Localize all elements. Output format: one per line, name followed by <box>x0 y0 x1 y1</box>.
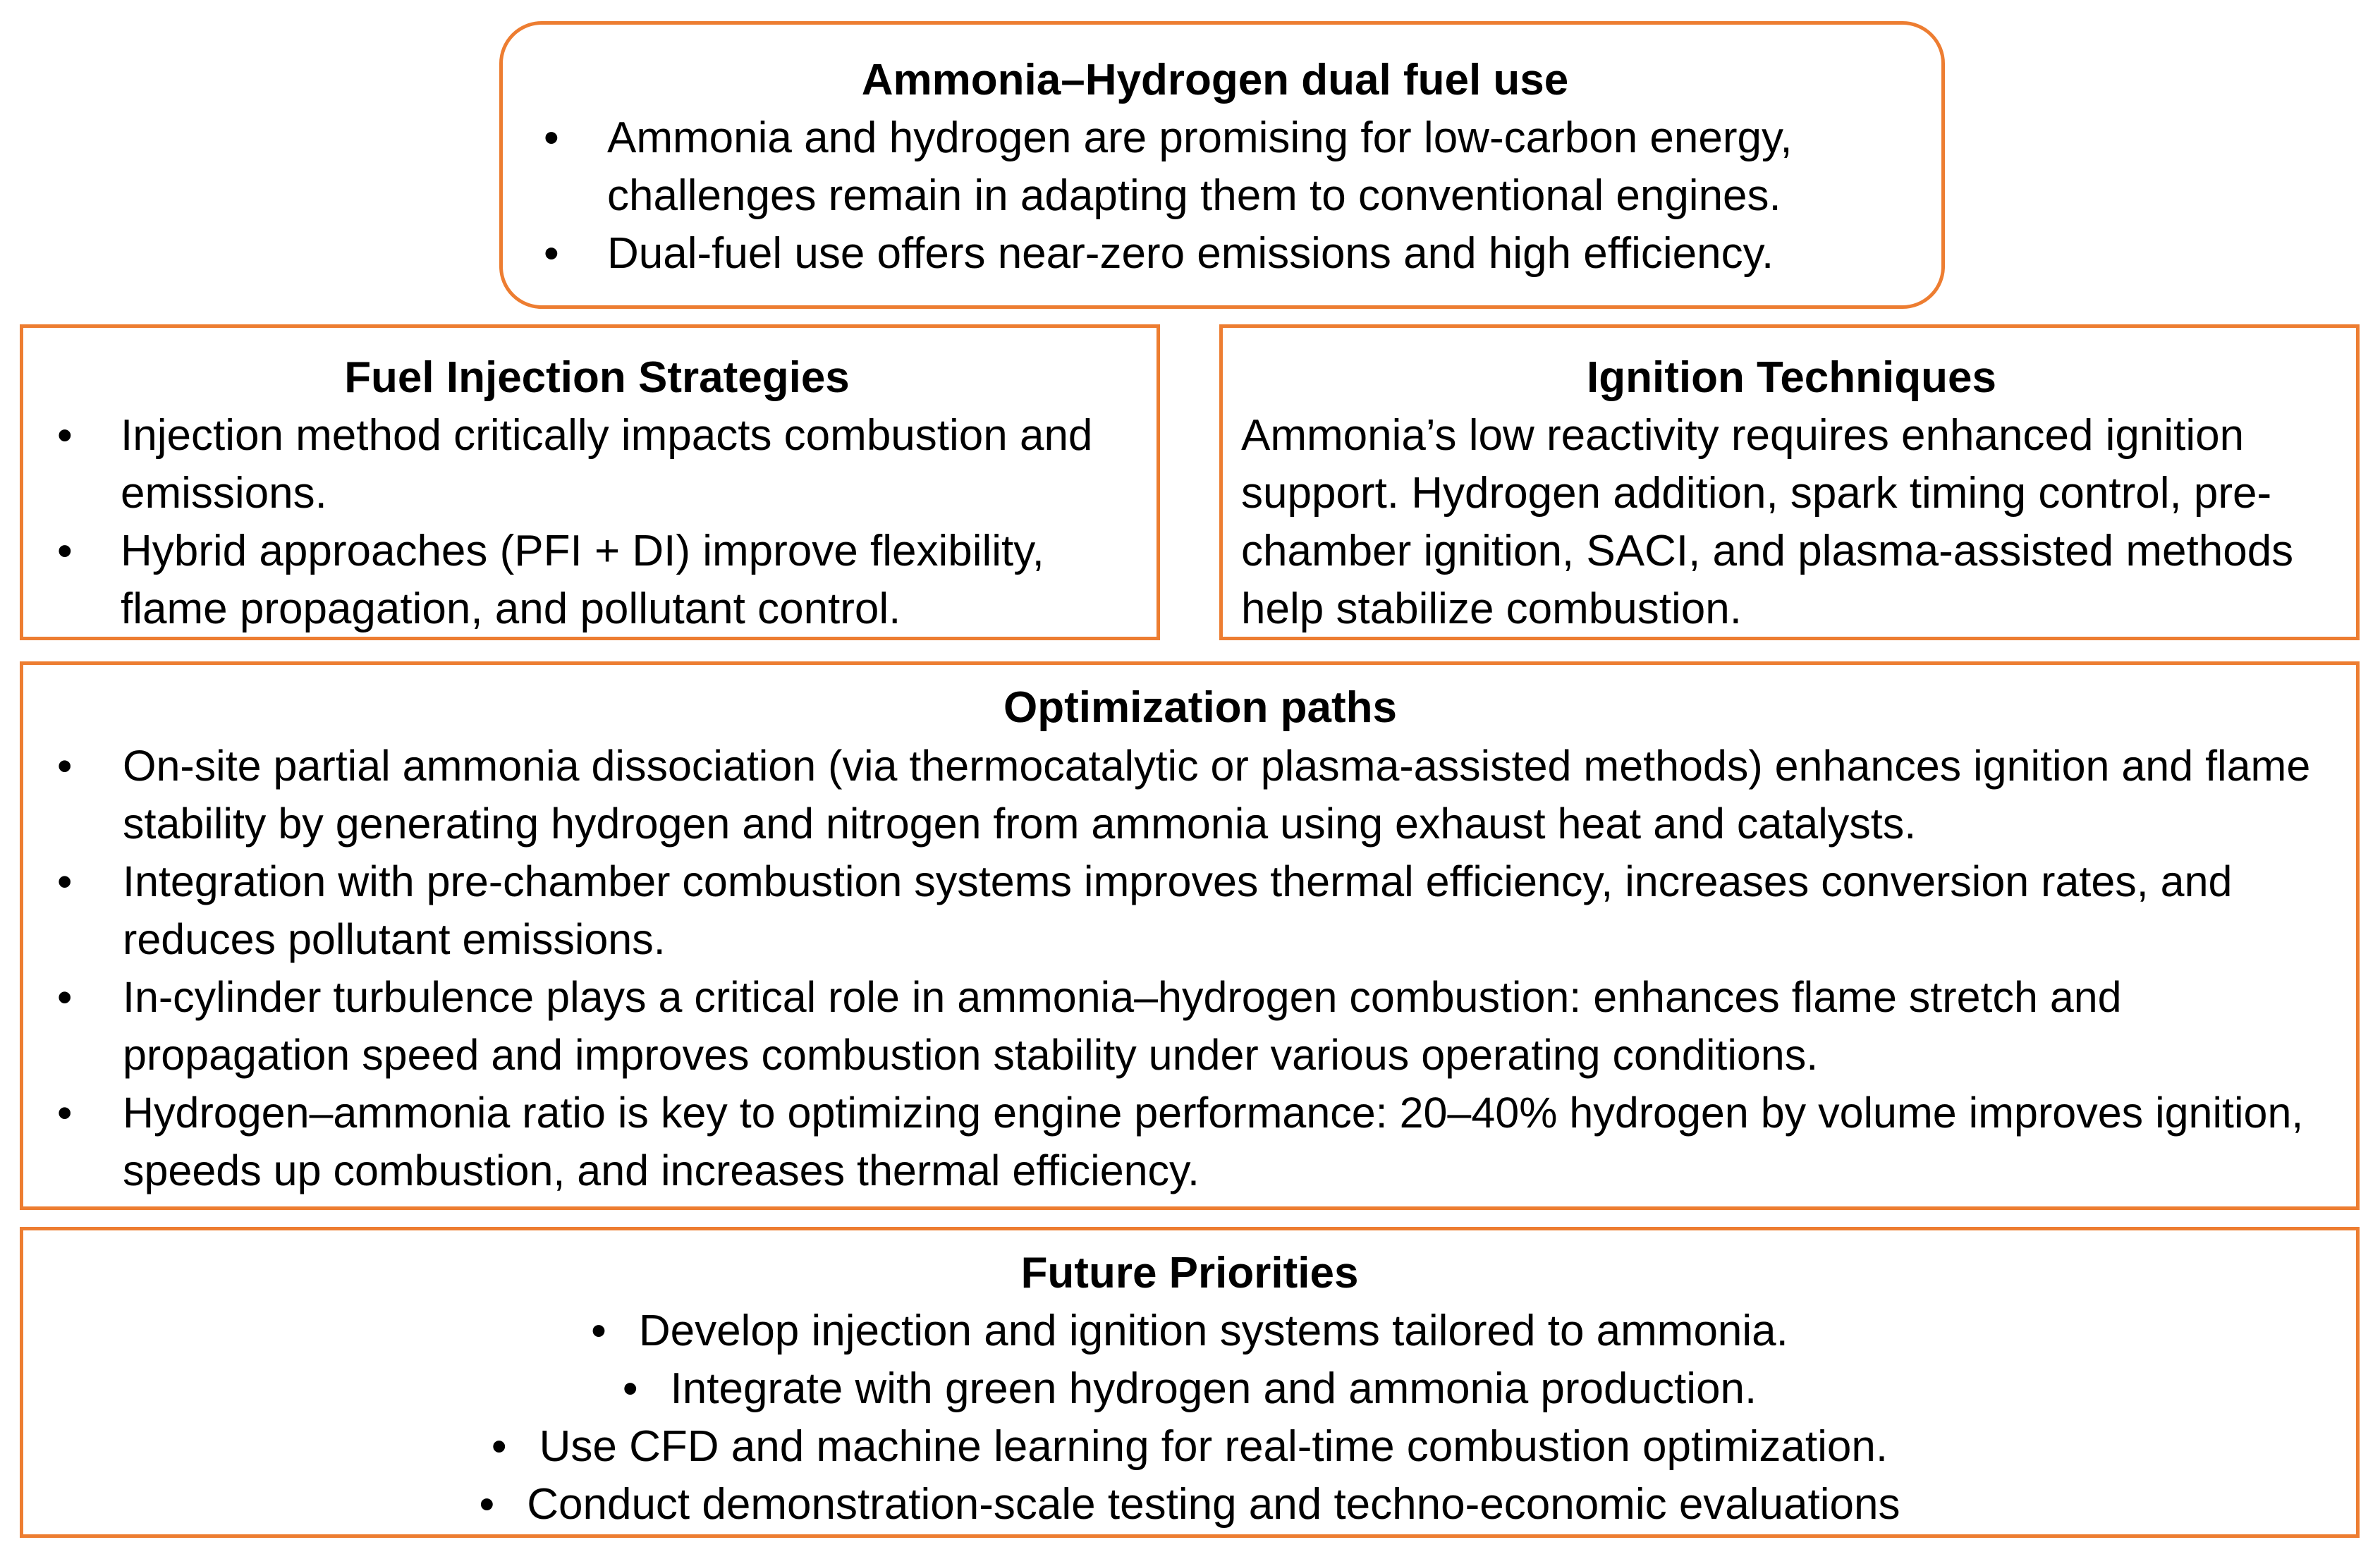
ignition-techniques-text: Ammonia’s low reactivity requires enhanced ignition support. Hydrogen addition, spark timing control, pre-chamber ignition, SACI, and plasma-assisted methods help stabilize combustion. <box>1241 411 2294 633</box>
fuel-injection-list <box>44 407 1149 638</box>
list-item: • Injection method critically impacts combustion and emissions. <box>44 407 1149 522</box>
fuel-injection-box <box>20 324 1160 640</box>
list-item: • Ammonia and hydrogen are promising for low-carbon energy, challenges remain in adapting them to conventional engines. <box>531 109 1899 225</box>
dual-fuel-list <box>531 109 1899 283</box>
optimization-paths-list <box>44 737 2356 1199</box>
list-item: • Hydrogen–ammonia ratio is key to optimizing engine performance: 20–40% hydrogen by volume improves ignition, speeds up combustion, and increases thermal efficiency. <box>44 1084 2356 1199</box>
list-item: • Integrate with green hydrogen and ammonia production. <box>30 1360 2349 1418</box>
list-item: • In-cylinder turbulence plays a critical role in ammonia–hydrogen combustion: enhances flame stretch and propagation speed and improves combustion stability under various operating conditions. <box>44 968 2356 1084</box>
dual-fuel-box <box>499 21 1945 309</box>
optimization-paths-box <box>20 661 2360 1210</box>
fuel-injection-title: Fuel Injection Strategies <box>344 353 850 402</box>
future-priorities-list <box>30 1302 2349 1534</box>
list-item: • Dual-fuel use offers near-zero emissions and high efficiency. <box>531 225 1899 283</box>
list-item: • Conduct demonstration-scale testing and techno-economic evaluations <box>30 1476 2349 1534</box>
list-item: • On-site partial ammonia dissociation (via thermocatalytic or plasma-assisted methods) enhances ignition and flame stability by generating hydrogen and nitrogen from ammonia using exhaust heat and catalysts. <box>44 737 2356 852</box>
list-item: • Hybrid approaches (PFI + DI) improve flexibility, flame propagation, and pollutant control. <box>44 522 1149 638</box>
list-item: • Develop injection and ignition systems tailored to ammonia. <box>30 1302 2349 1360</box>
optimization-paths-title: Optimization paths <box>1003 683 1397 732</box>
ignition-techniques-title: Ignition Techniques <box>1587 353 1996 402</box>
list-item: • Use CFD and machine learning for real-time combustion optimization. <box>30 1418 2349 1476</box>
ignition-techniques-box <box>1219 324 2360 640</box>
future-priorities-box <box>20 1227 2360 1538</box>
future-priorities-title: Future Priorities <box>1020 1249 1359 1297</box>
list-item: • Integration with pre-chamber combustion systems improves thermal efficiency, increases conversion rates, and reduces pollutant emissions. <box>44 852 2356 968</box>
dual-fuel-title: Ammonia–Hydrogen dual fuel use <box>861 56 1569 104</box>
